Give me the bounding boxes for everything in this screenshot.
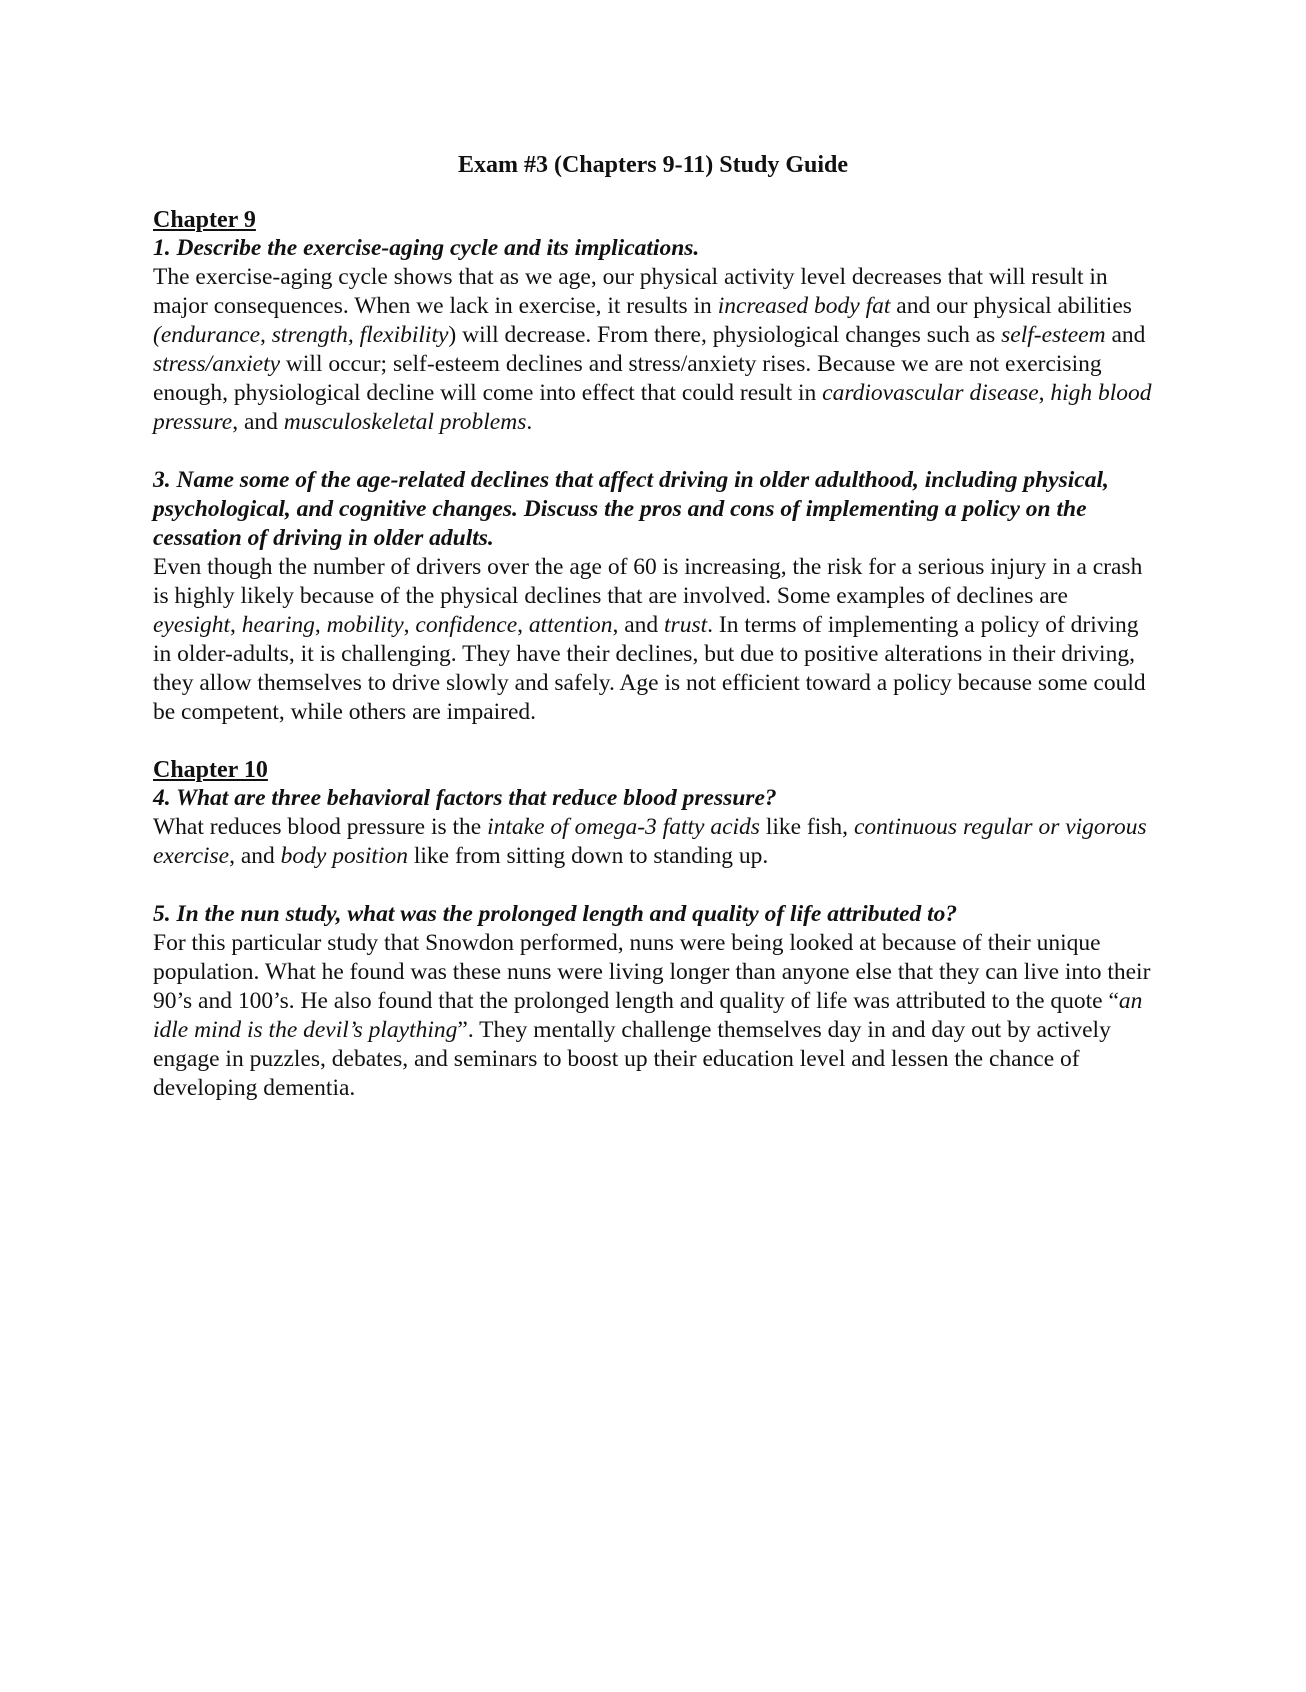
qa-item-5: [153, 900, 1153, 1103]
chapter-10-section: [153, 756, 1153, 1103]
document-title: Exam #3 (Chapters 9-11) Study Guide: [457, 152, 849, 178]
emphasized-term: continuous regular or vigorous exercise: [153, 814, 1147, 869]
emphasized-term: confidence: [415, 612, 518, 638]
emphasized-term: self-esteem: [1001, 322, 1106, 348]
qa-item-4: [153, 784, 1153, 871]
answer-text: The exercise-aging cycle shows that as we age, our physical activity level decreases that will result in major consequences. When we lack in exercise, it results in increased body fat and our physical abilities (endurance, strength, flexibility) will decrease. From there, physiological changes such as self-esteem and stress/anxiety will occur; self-esteem declines and stress/anxiety rises. Because we are not exercising enough, physiological decline will come into effect that could result in cardiovascular disease, high blood pressure, and musculoskeletal problems.: [153, 264, 1152, 435]
answer-text: For this particular study that Snowdon performed, nuns were being looked at because of their unique population. What he found was these nuns were living longer than anyone else that they can live into their 90’s and 100’s. He also found that the prolonged length and quality of life was attributed to the quote “an idle mind is the devil’s plaything”. They mentally challenge themselves day in and day out by actively engage in puzzles, debates, and seminars to boost up their education level and lessen the chance of developing dementia.: [153, 930, 1151, 1101]
emphasized-term: (endurance, strength, flexibility: [153, 322, 449, 348]
emphasized-term: musculoskeletal problems: [283, 409, 527, 435]
question-text: 1. Describe the exercise-aging cycle and its implications.: [153, 235, 700, 261]
emphasized-term: increased body fat: [717, 293, 891, 319]
chapter-heading: Chapter 9: [153, 207, 256, 233]
emphasized-term: attention: [528, 612, 613, 638]
emphasized-term: high blood pressure: [153, 380, 1152, 435]
emphasized-term: mobility: [326, 612, 404, 638]
qa-item-1: [153, 234, 1153, 437]
document-page: [153, 150, 1153, 1132]
question-text: 3. Name some of the age-related declines that affect driving in older adulthood, including physical, psychological, and cognitive changes. Discuss the pros and cons of implementing a policy on the cessation of driving in older adults.: [153, 467, 1109, 551]
answer-text: What reduces blood pressure is the intake of omega-3 fatty acids like fish, continuous regular or vigorous exercise, and body position like from sitting down to standing up.: [153, 814, 1147, 869]
chapter-heading: Chapter 10: [153, 757, 268, 783]
answer-text: Even though the number of drivers over the age of 60 is increasing, the risk for a serious injury in a crash is highly likely because of the physical declines that are involved. Some examples of declines are eyesight, hearing, mobility, confidence, attention, and trust. In terms of implementing a policy of driving in older-adults, it is challenging. They have their declines, but due to positive alterations in their driving, they allow themselves to drive slowly and safely. Age is not efficient toward a policy because some could be competent, while others are impaired.: [153, 554, 1146, 725]
emphasized-term: cardiovascular disease: [822, 380, 1039, 406]
emphasized-term: an idle mind is the devil’s plaything: [153, 988, 1143, 1043]
chapter-9-section: [153, 206, 1153, 727]
question-text: 4. What are three behavioral factors that reduce blood pressure?: [153, 785, 777, 811]
emphasized-term: eyesight: [153, 612, 230, 638]
emphasized-term: trust: [664, 612, 708, 638]
emphasized-term: intake of omega-3 fatty acids: [487, 814, 760, 840]
qa-item-3: [153, 466, 1153, 727]
question-text: 5. In the nun study, what was the prolonged length and quality of life attributed to?: [153, 901, 958, 927]
emphasized-term: hearing: [241, 612, 315, 638]
emphasized-term: stress/anxiety: [153, 351, 281, 377]
emphasized-term: body position: [280, 843, 408, 869]
